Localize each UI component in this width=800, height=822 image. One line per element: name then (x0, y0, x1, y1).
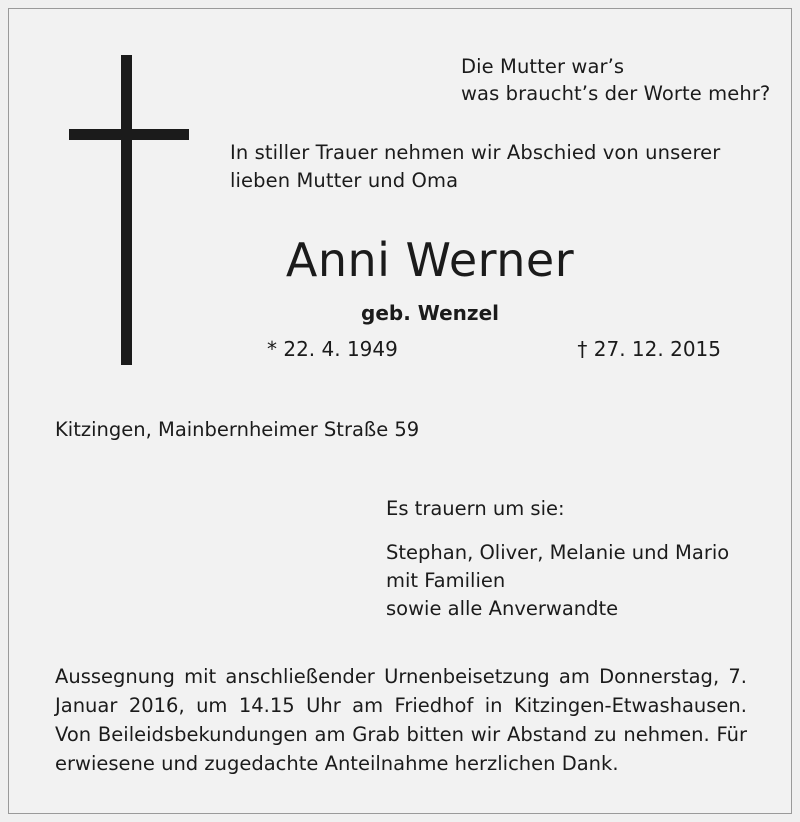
intro-line: In stiller Trauer nehmen wir Abschied von unserer (230, 141, 721, 164)
memorial-verse (461, 53, 770, 107)
maiden-name: geb. Wenzel (361, 301, 499, 325)
verse-line: Die Mutter war’s (461, 55, 625, 78)
obituary-notice (8, 8, 792, 814)
verse-line: was braucht’s der Worte mehr? (461, 82, 771, 105)
birth-date: * 22. 4. 1949 (267, 337, 398, 361)
address-line: Kitzingen, Mainbernheimer Straße 59 (55, 418, 420, 441)
deceased-name: Anni Werner (285, 233, 575, 287)
mourners-line: sowie alle Anverwandte (386, 597, 619, 620)
obituary-content (9, 9, 791, 813)
mourners-heading: Es trauern um sie: (386, 497, 565, 520)
mourners-line: mit Familien (386, 569, 506, 592)
life-dates (267, 337, 723, 361)
death-date: † 27. 12. 2015 (577, 337, 721, 361)
funeral-details: Aussegnung mit anschließender Urnenbeisetzung am Donnerstag, 7. Januar 2016, um 14.15 Uhr am Friedhof in Kitzingen-Etwashausen. Von Beileidsbekundungen am Grab bitten wir Abstand zu nehmen. Für erwiesene und zugedachte Anteilnahme herzlichen Dank. (55, 665, 747, 775)
mourners-block (386, 495, 729, 623)
mourners-line: Stephan, Oliver, Melanie und Mario (386, 541, 730, 564)
intro-text (230, 139, 720, 195)
intro-line: lieben Mutter und Oma (230, 169, 459, 192)
